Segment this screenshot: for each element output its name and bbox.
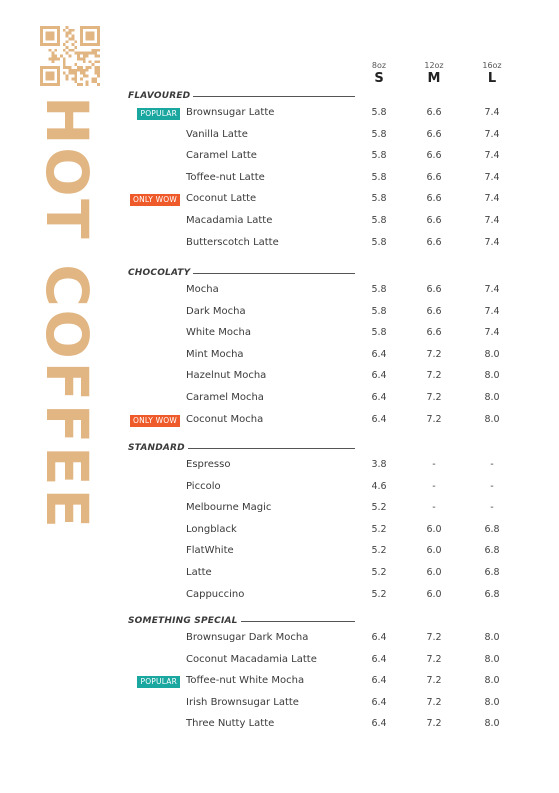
price-s: 5.2 <box>371 502 387 514</box>
section-divider <box>188 448 355 449</box>
menu-item <box>0 192 559 212</box>
menu-item-name: Macadamia Latte <box>186 215 273 226</box>
price-l: 7.4 <box>484 327 500 339</box>
size-oz-label: 8oz <box>371 61 387 70</box>
menu-item <box>0 326 559 346</box>
menu-item-name: Piccolo <box>186 480 221 492</box>
menu-item-name: Cappuccino <box>186 588 245 600</box>
price-m: 6.6 <box>426 128 442 140</box>
menu-item-name: Latte <box>186 567 212 578</box>
menu-item <box>0 717 559 737</box>
price-s: 6.4 <box>371 370 387 382</box>
price-m: - <box>432 480 436 492</box>
menu-item <box>0 523 559 543</box>
price-m: 6.0 <box>426 523 442 535</box>
price-l: 8.0 <box>484 696 500 708</box>
price-m: 7.2 <box>426 696 442 708</box>
size-oz-label: 12oz <box>424 61 444 70</box>
menu-item <box>0 106 559 126</box>
price-m: 7.2 <box>426 348 442 360</box>
price-m: 7.2 <box>426 653 442 665</box>
price-m: 7.2 <box>426 718 442 730</box>
price-m: 6.0 <box>426 545 442 557</box>
price-l: 6.8 <box>484 567 500 578</box>
section-title-label: CHOCOLATY <box>128 268 191 278</box>
title-letter: O <box>33 147 101 197</box>
menu-item <box>0 501 559 521</box>
section-title <box>128 91 355 101</box>
price-s: 5.8 <box>371 150 387 162</box>
menu-item-name: Dark Mocha <box>186 305 246 317</box>
price-s: 5.2 <box>371 567 387 578</box>
menu-item <box>0 214 559 234</box>
menu-item-name: Hazelnut Mocha <box>186 370 267 382</box>
title-letter: H <box>33 96 101 145</box>
price-s: 6.4 <box>371 675 387 687</box>
price-m: 6.6 <box>426 107 442 118</box>
menu-item <box>0 653 559 673</box>
section-divider <box>241 621 355 622</box>
price-m: 6.6 <box>426 150 442 162</box>
menu-item-name: Brownsugar Dark Mocha <box>186 632 309 643</box>
price-s: 6.4 <box>371 718 387 730</box>
price-l: - <box>490 459 494 470</box>
menu-item <box>0 674 559 694</box>
price-s: 5.8 <box>371 236 387 248</box>
price-l: 7.4 <box>484 107 500 118</box>
menu-item-name: Irish Brownsugar Latte <box>186 696 299 708</box>
price-s: 3.8 <box>371 459 387 470</box>
price-s: 4.6 <box>371 480 387 492</box>
menu-item-name: Coconut Mocha <box>186 413 264 425</box>
qr-code <box>40 26 100 86</box>
menu-item-name: Butterscotch Latte <box>186 236 279 248</box>
price-m: 7.2 <box>426 413 442 425</box>
price-s: 5.2 <box>371 545 387 557</box>
section-divider <box>193 96 355 97</box>
section-title <box>128 443 355 453</box>
size-letter: M <box>427 71 441 86</box>
price-l: 7.4 <box>484 171 500 183</box>
title-letter: C <box>33 264 101 307</box>
menu-item <box>0 696 559 716</box>
popular-badge: POPULAR <box>137 676 180 688</box>
size-oz-label: 16oz <box>482 61 502 70</box>
price-m: 6.6 <box>426 305 442 317</box>
menu-item-name: Longblack <box>186 523 237 535</box>
price-s: 5.8 <box>371 284 387 295</box>
price-m: 6.0 <box>426 567 442 578</box>
price-m: 6.0 <box>426 588 442 600</box>
price-s: 5.8 <box>371 171 387 183</box>
price-m: 6.6 <box>426 284 442 295</box>
section-title-label: STANDARD <box>128 443 185 453</box>
section-title-label: SOMETHING SPECIAL <box>128 616 238 626</box>
menu-item-name: Toffee-nut White Mocha <box>186 675 305 687</box>
menu-item <box>0 631 559 651</box>
price-s: 6.4 <box>371 348 387 360</box>
title-letter: T <box>33 199 101 239</box>
menu-item-name: Brownsugar Latte <box>186 107 275 118</box>
price-l: 7.4 <box>484 128 500 140</box>
price-s: 5.8 <box>371 305 387 317</box>
menu-item <box>0 566 559 586</box>
menu-item-name: Coconut Macadamia Latte <box>186 653 317 665</box>
title-letter: E <box>33 446 101 486</box>
size-header-large <box>472 61 512 87</box>
price-l: 6.8 <box>484 545 500 557</box>
menu-item <box>0 128 559 148</box>
menu-item-name: Coconut Latte <box>186 193 257 205</box>
menu-item <box>0 458 559 478</box>
price-l: 8.0 <box>484 653 500 665</box>
price-s: 5.2 <box>371 588 387 600</box>
size-letter: S <box>374 71 384 86</box>
menu-item <box>0 413 559 433</box>
price-s: 6.4 <box>371 653 387 665</box>
price-l: 7.4 <box>484 284 500 295</box>
price-m: 7.2 <box>426 392 442 403</box>
size-header-medium <box>414 61 454 87</box>
price-m: 7.2 <box>426 675 442 687</box>
price-s: 5.2 <box>371 523 387 535</box>
price-s: 5.8 <box>371 128 387 140</box>
menu-item-name: Toffee-nut Latte <box>186 171 265 183</box>
menu-item-name: Three Nutty Latte <box>186 718 275 730</box>
price-l: 6.8 <box>484 588 500 600</box>
price-s: 6.4 <box>371 696 387 708</box>
price-l: 6.8 <box>484 523 500 535</box>
menu-item <box>0 391 559 411</box>
title-letter: F <box>33 361 101 402</box>
title-letter: F <box>33 403 101 444</box>
menu-item <box>0 369 559 389</box>
price-l: 8.0 <box>484 718 500 730</box>
size-letter: L <box>487 71 497 86</box>
menu-item <box>0 480 559 500</box>
section-title <box>128 616 355 626</box>
menu-item <box>0 588 559 608</box>
price-s: 5.8 <box>371 107 387 118</box>
size-header-small <box>359 61 399 87</box>
price-l: 7.4 <box>484 150 500 162</box>
price-m: - <box>432 459 436 470</box>
price-s: 6.4 <box>371 413 387 425</box>
menu-item-name: Vanilla Latte <box>186 128 248 140</box>
price-l: - <box>490 480 494 492</box>
popular-badge: POPULAR <box>137 108 180 120</box>
only-wow-badge: ONLY WOW <box>130 415 180 427</box>
section-title-label: FLAVOURED <box>128 91 191 101</box>
menu-item-name: FlatWhite <box>186 545 234 557</box>
price-l: 7.4 <box>484 193 500 205</box>
price-m: 7.2 <box>426 632 442 643</box>
only-wow-badge: ONLY WOW <box>130 194 180 206</box>
menu-item <box>0 236 559 256</box>
price-l: 7.4 <box>484 215 500 226</box>
price-s: 6.4 <box>371 392 387 403</box>
price-s: 5.8 <box>371 193 387 205</box>
title-letter: E <box>33 488 101 528</box>
price-l: 8.0 <box>484 370 500 382</box>
menu-item <box>0 171 559 191</box>
price-m: 7.2 <box>426 370 442 382</box>
menu-item <box>0 283 559 303</box>
menu-item-name: Mocha <box>186 284 219 295</box>
price-l: 8.0 <box>484 413 500 425</box>
price-s: 6.4 <box>371 632 387 643</box>
price-l: 7.4 <box>484 305 500 317</box>
price-l: 7.4 <box>484 236 500 248</box>
menu-item <box>0 348 559 368</box>
menu-item <box>0 305 559 325</box>
price-l: - <box>490 502 494 514</box>
menu-item <box>0 544 559 564</box>
price-s: 5.8 <box>371 327 387 339</box>
price-l: 8.0 <box>484 632 500 643</box>
menu-item-name: Melbourne Magic <box>186 502 272 514</box>
menu-item-name: Mint Mocha <box>186 348 244 360</box>
menu-item-name: White Mocha <box>186 327 251 339</box>
menu-item <box>0 149 559 169</box>
price-l: 8.0 <box>484 675 500 687</box>
price-l: 8.0 <box>484 392 500 403</box>
title-letter: O <box>33 309 101 359</box>
price-m: 6.6 <box>426 236 442 248</box>
price-m: 6.6 <box>426 327 442 339</box>
price-m: 6.6 <box>426 171 442 183</box>
section-title <box>128 268 355 278</box>
menu-item-name: Caramel Mocha <box>186 392 264 403</box>
menu-item-name: Caramel Latte <box>186 150 257 162</box>
section-divider <box>193 273 355 274</box>
price-m: - <box>432 502 436 514</box>
price-m: 6.6 <box>426 193 442 205</box>
price-l: 8.0 <box>484 348 500 360</box>
price-s: 5.8 <box>371 215 387 226</box>
price-m: 6.6 <box>426 215 442 226</box>
menu-item-name: Espresso <box>186 459 231 470</box>
